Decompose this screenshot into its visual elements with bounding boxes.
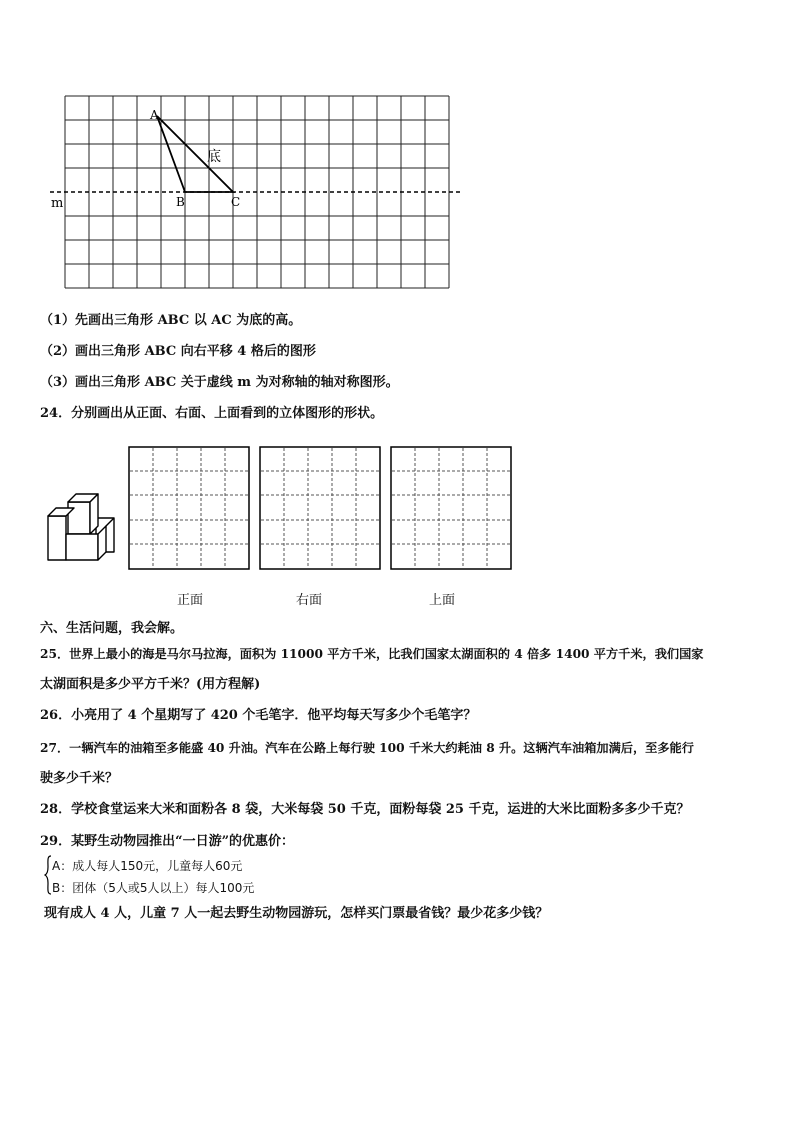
q27-line-1: 27．一辆汽车的油箱至多能盛 40 升油。汽车在公路上每行驶 100 千米大约耗油 8 升。这辆汽车油箱加满后，至多能行 [40, 741, 694, 755]
q25-line-2: 太湖面积是多少平方千米？(用方程解) [40, 677, 261, 692]
caption-top: 上面 [428, 593, 455, 608]
q29-text: 29．某野生动物园推出“一日游”的优惠价： [40, 834, 295, 849]
q23-part-1: （1）先画出三角形 ABC 以 AC 为底的高。 [40, 313, 302, 328]
caption-front: 正面 [176, 593, 203, 608]
vertex-c-label: C [231, 195, 241, 209]
triangle-abc [157, 116, 233, 192]
vertex-a-label: A [150, 108, 159, 122]
q23-grid-figure [40, 85, 470, 300]
left-brace-icon [44, 855, 52, 895]
view-grid-right [259, 446, 383, 572]
q29-question: 现有成人 4 人，儿童 7 人一起去野生动物园游玩，怎样买门票最省钱？最少花多少钱？ [44, 906, 549, 921]
q29-option-a: A：成人每人150元，儿童每人60元 [52, 859, 243, 873]
q23-part-3: （3）画出三角形 ABC 关于虚线 m 为对称轴的轴对称图形。 [40, 375, 399, 390]
caption-right: 右面 [295, 593, 322, 608]
q24-text: 24．分别画出从正面、右面、上面看到的立体图形的形状。 [40, 406, 384, 421]
q29-option-b: B：团体（5人或5人以上）每人100元 [52, 881, 255, 895]
q28-text: 28．学校食堂运来大米和面粉各 8 袋，大米每袋 50 千克，面粉每袋 25 千克，运进的大米比面粉多多少千克？ [40, 802, 690, 817]
q25-line-1: 25．世界上最小的海是马尔马拉海，面积为 11000 平方千米，比我们国家太湖面积的 4 倍多 1400 平方千米，我们国家 [40, 647, 704, 661]
section-6-title: 六、生活问题，我会解。 [40, 621, 184, 636]
vertex-b-label: B [176, 195, 185, 209]
base-label: 底 [207, 149, 221, 165]
view-grid-front [128, 446, 252, 572]
q26-text: 26．小亮用了 4 个星期写了 420 个毛笔字．他平均每天写多少个毛笔字？ [40, 708, 477, 723]
cube-stack-figure [44, 486, 120, 564]
q27-line-2: 驶多少千米？ [40, 771, 119, 786]
axis-m-label: m [51, 196, 64, 211]
q23-part-2: （2）画出三角形 ABC 向右平移 4 格后的图形 [40, 344, 316, 359]
view-grid-top [390, 446, 514, 572]
